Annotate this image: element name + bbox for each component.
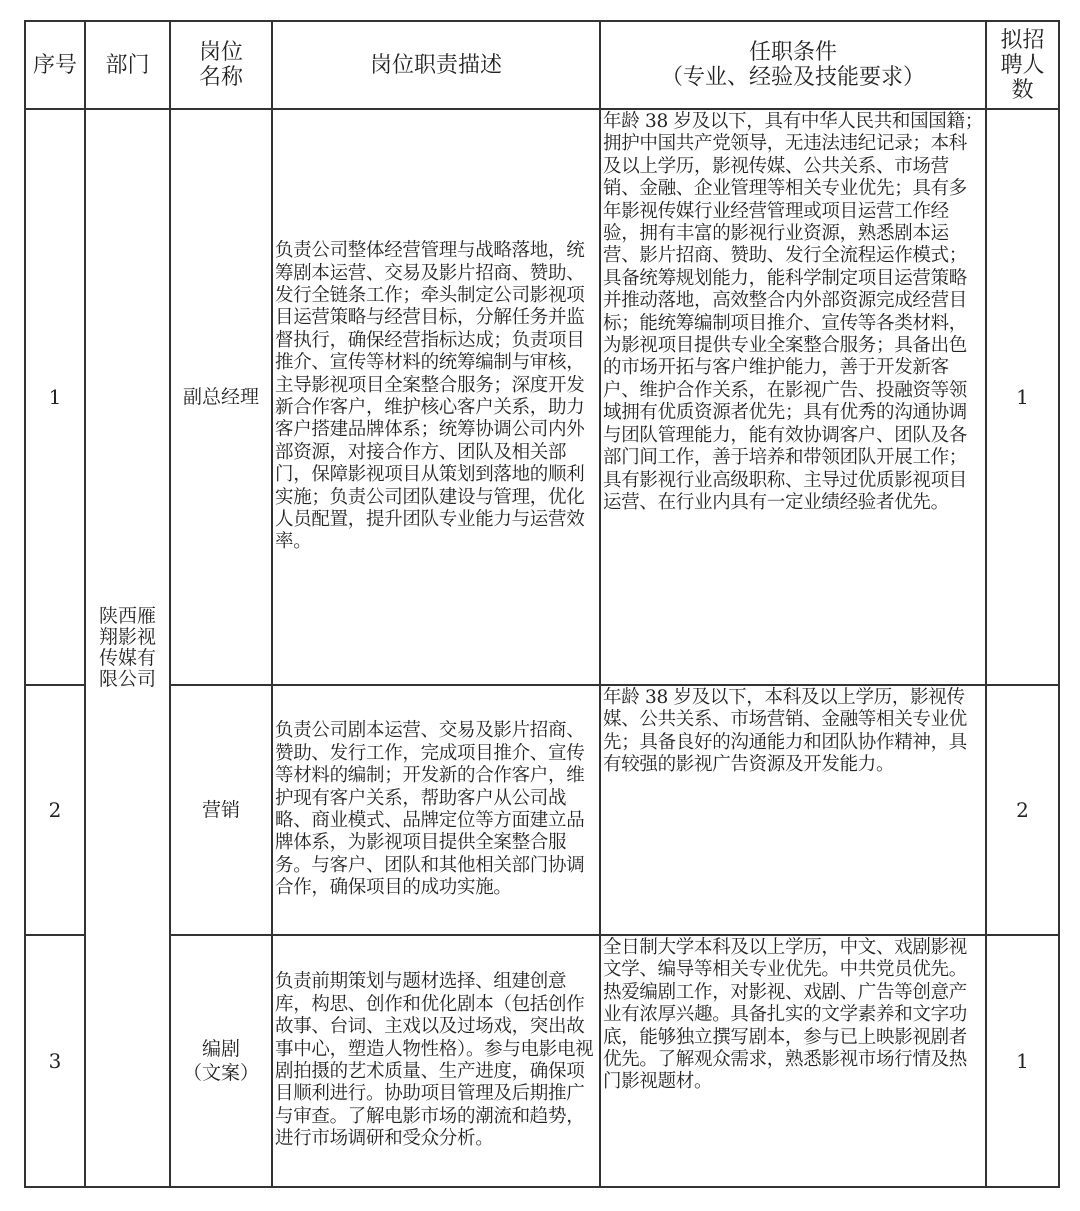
header-requirements-line1: 任职条件	[748, 40, 837, 65]
header-requirements	[600, 21, 986, 109]
department-line4: 限公司	[98, 668, 156, 690]
row-description: 负责公司整体经营管理与战略落地，统筹剧本运营、交易及影片招商、赞助、发行全链条工作；牵头制定公司影视项目运营策略与经营目标，分解任务并监督执行，确保经营指标达成；负责项目推介、宣传等材料的统筹编制与审核，主导影视项目全案整合服务；深度开发新合作客户，维护核心客户关系，助力客户搭建品牌体系；统筹协调公司内外部资源，对接合作方、团队及相关部门，保障影视项目从策划到落地的顺利实施；负责公司团队建设与管理，优化人员配置，提升团队专业能力与运营效率。	[272, 109, 600, 685]
row-seq: 3	[25, 935, 85, 1187]
department-line1: 陕西雁	[98, 605, 156, 627]
header-position-line2: 名称	[198, 65, 243, 90]
department-line2: 翔影视	[98, 626, 156, 648]
header-dept: 部门	[85, 21, 170, 109]
row-requirements: 年龄 38 岁及以下，本科及以上学历，影视传媒、公共关系、市场营销、金融等相关专业优先；具备良好的沟通能力和团队协作精神，具有较强的影视广告资源及开发能力。	[600, 685, 986, 935]
header-description: 岗位职责描述	[272, 21, 600, 109]
row-count: 2	[986, 685, 1059, 935]
row-requirements: 年龄 38 岁及以下，具有中华人民共和国国籍；拥护中国共产党领导，无违法违纪记录；本科及以上学历，影视传媒、公共关系、市场营销、金融、企业管理等相关专业优先；具有多年影视传媒行业经营管理或项目运营工作经验，拥有丰富的影视行业资源，熟悉剧本运营、影片招商、赞助、发行全流程运作模式；具备统筹规划能力，能科学制定项目运营策略并推动落地，高效整合内外部资源完成经营目标；能统筹编制项目推介、宣传等各类材料，为影视项目提供专业全案整合服务；具备出色的市场开拓与客户维护能力，善于开发新客户、维护合作关系，在影视广告、投融资等领域拥有优质资源者优先；具有优秀的沟通协调与团队管理能力，能有效协调客户、团队及各部门间工作，善于培养和带领团队开展工作；具有影视行业高级职称、主导过优质影视项目运营、在行业内具有一定业绩经验者优先。	[600, 109, 986, 685]
recruitment-table	[24, 20, 1060, 1188]
table-row	[25, 935, 1059, 1187]
row-seq: 2	[25, 685, 85, 935]
table-row	[25, 685, 1059, 935]
header-position	[170, 21, 272, 109]
header-row	[25, 21, 1059, 109]
row-count: 1	[986, 935, 1059, 1187]
row-position	[170, 935, 272, 1187]
row-position-line1: 编剧	[201, 1038, 240, 1060]
row-count: 1	[986, 109, 1059, 685]
row-description: 负责前期策划与题材选择、组建创意库，构思、创作和优化剧本（包括创作故事、台词、主戏以及过场戏，突出故事中心，塑造人物性格）。参与电影电视剧拍摄的艺术质量、生产进度，确保项目顺利进行。协助项目管理及后期推广与审查。了解电影市场的潮流和趋势，进行市场调研和受众分析。	[272, 935, 600, 1187]
row-position-line2: （文案）	[182, 1062, 259, 1084]
row-position-line1: 营销	[201, 799, 240, 821]
department-cell	[85, 109, 170, 1187]
row-requirements: 全日制大学本科及以上学历，中文、戏剧影视文学、编导等相关专业优先。中共党员优先。热爱编剧工作，对影视、戏剧、广告等创意产业有浓厚兴趣。具备扎实的文学素养和文字功底，能够独立撰写剧本，参与已上映影视剧者优先。了解观众需求，熟悉影视市场行情及热门影视题材。	[600, 935, 986, 1187]
department-line3: 传媒有	[98, 647, 156, 669]
row-position	[170, 109, 272, 685]
row-position	[170, 685, 272, 935]
header-count	[986, 21, 1059, 109]
row-seq: 1	[25, 109, 85, 685]
table-row	[25, 109, 1059, 685]
header-count-line2: 聘人	[1000, 52, 1045, 78]
header-position-line1: 岗位	[198, 40, 243, 65]
header-requirements-line2: （专业、经验及技能要求）	[660, 65, 925, 90]
header-count-line3: 数	[1011, 77, 1034, 103]
row-description: 负责公司剧本运营、交易及影片招商、赞助、发行工作，完成项目推介、宣传等材料的编制；开发新的合作客户，维护现有客户关系，帮助客户从公司战略、商业模式、品牌定位等方面建立品牌体系，为影视项目提供全案整合服务。与客户、团队和其他相关部门协调合作，确保项目的成功实施。	[272, 685, 600, 935]
row-position-line1: 副总经理	[182, 386, 259, 408]
header-seq: 序号	[25, 21, 85, 109]
header-count-line1: 拟招	[1000, 27, 1045, 53]
